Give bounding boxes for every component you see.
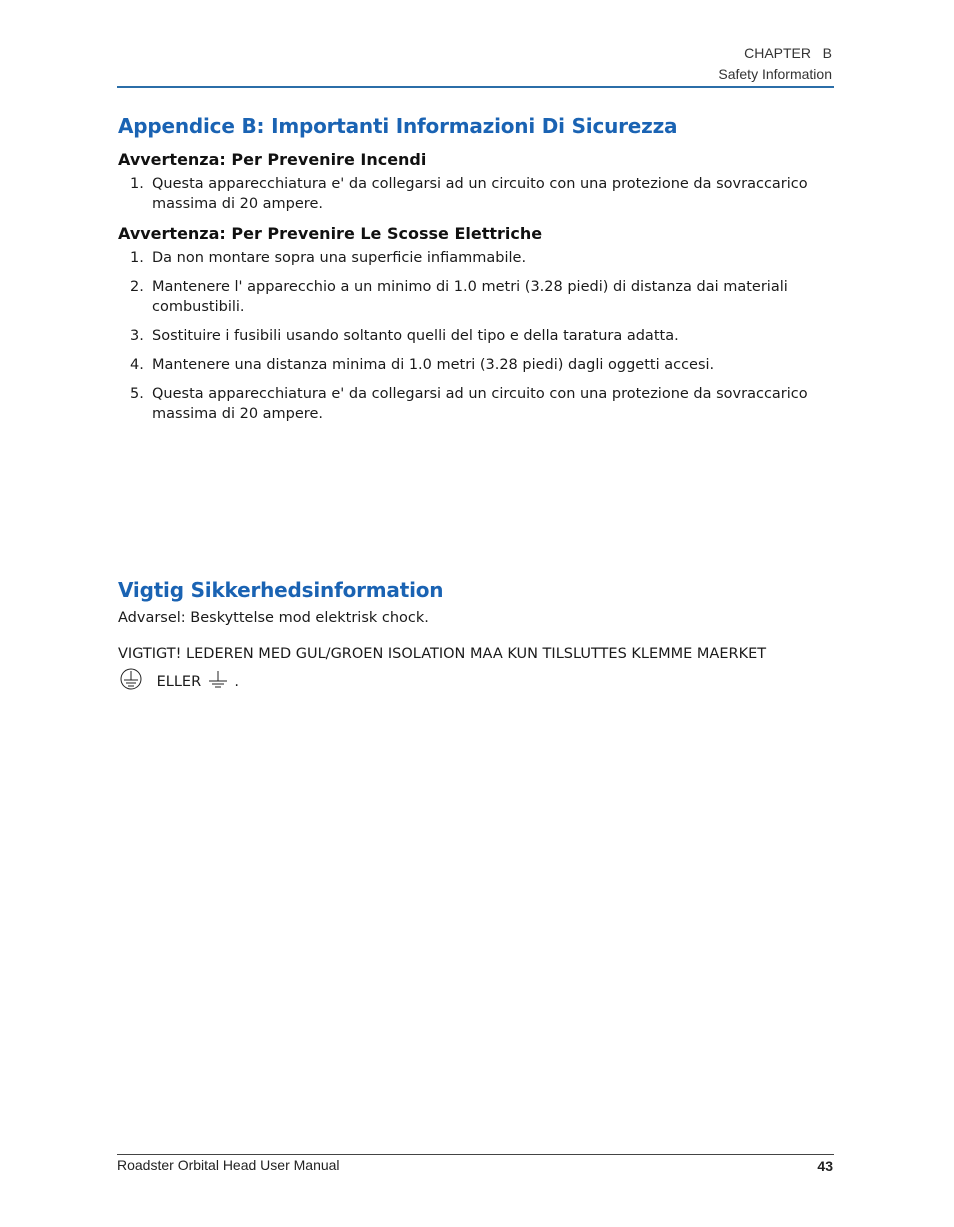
- list-number: 2.: [130, 279, 144, 295]
- danish-notice-text: VIGTIGT! LEDEREN MED GUL/GROEN ISOLATION MAA KUN TILSLUTTES KLEMME MAERKET: [118, 646, 767, 662]
- list-item: [118, 277, 834, 317]
- list-text: Da non montare sopra una superficie infiammabile.: [152, 250, 527, 266]
- list-text: Questa apparecchiatura e' da collegarsi ad un circuito con una protezione da sovraccarico massima di 20 ampere.: [152, 386, 808, 422]
- end-punctuation: .: [234, 674, 239, 690]
- list-number: 1.: [130, 176, 144, 192]
- danish-section-title: Vigtig Sikkerhedsinformation: [118, 578, 444, 602]
- list-item: [118, 326, 834, 346]
- page-number: 43: [817, 1158, 833, 1174]
- list-item: [118, 384, 834, 424]
- footer-manual-title: Roadster Orbital Head User Manual: [117, 1157, 340, 1173]
- list-text: Sostituire i fusibili usando soltanto quelli del tipo e della taratura adatta.: [152, 328, 679, 344]
- or-word: ELLER: [156, 674, 202, 690]
- list-number: 5.: [130, 386, 144, 402]
- ground-icon: [206, 668, 230, 696]
- footer-divider: [117, 1154, 834, 1155]
- list-item: [118, 248, 834, 268]
- header-divider: [117, 86, 834, 88]
- danish-warning: Advarsel: Beskyttelse mod elektrisk chock.: [118, 610, 429, 626]
- fire-warning-heading: Avvertenza: Per Prevenire Incendi: [118, 150, 427, 169]
- list-text: Mantenere l' apparecchio a un minimo di 1.0 metri (3.28 piedi) di distanza dai materiali combustibili.: [152, 279, 788, 315]
- list-text: Questa apparecchiatura e' da collegarsi ad un circuito con una protezione da sovraccarico massima di 20 ampere.: [152, 176, 808, 212]
- shock-warning-heading: Avvertenza: Per Prevenire Le Scosse Elettriche: [118, 224, 543, 243]
- header-chapter: CHAPTER B: [744, 45, 832, 61]
- list-number: 4.: [130, 357, 144, 373]
- list-number: 1.: [130, 250, 144, 266]
- header-section: Safety Information: [718, 66, 832, 82]
- list-text: Mantenere una distanza minima di 1.0 metri (3.28 piedi) dagli oggetti accesi.: [152, 357, 715, 373]
- shock-warning-list: [118, 248, 834, 433]
- protective-earth-icon: [118, 668, 152, 696]
- danish-notice-symbols: [118, 668, 834, 696]
- list-item: [118, 174, 834, 214]
- list-number: 3.: [130, 328, 144, 344]
- danish-notice: [118, 644, 834, 696]
- list-item: [118, 355, 834, 375]
- appendix-title: Appendice B: Importanti Informazioni Di Sicurezza: [118, 114, 678, 138]
- fire-warning-list: [118, 174, 834, 223]
